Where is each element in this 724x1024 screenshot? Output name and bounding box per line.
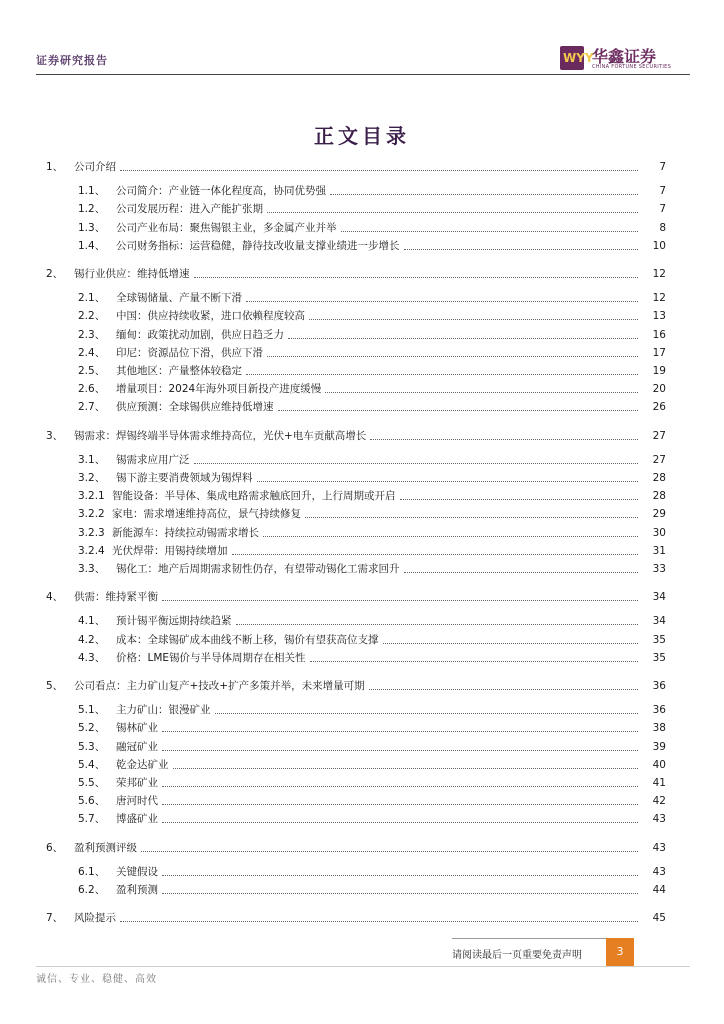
toc-entry[interactable] <box>36 542 666 558</box>
toc-entry[interactable] <box>36 289 666 305</box>
toc-entry-number: 1.3、 <box>78 221 106 234</box>
toc-dot-leader <box>257 481 639 482</box>
toc-entry-number: 4.1、 <box>78 615 106 628</box>
toc-dot-leader <box>162 822 638 823</box>
toc-entry-number: 3.2.3 <box>78 526 105 539</box>
toc-entry-page: 38 <box>652 722 666 735</box>
toc-entry-page: 34 <box>652 615 666 628</box>
logo-english-name: CHINA FORTUNE SECURITIES <box>592 64 672 70</box>
toc-entry[interactable] <box>36 588 666 604</box>
toc-entry[interactable] <box>36 839 666 855</box>
toc-entry-number: 5.7、 <box>78 813 106 826</box>
toc-dot-leader <box>278 410 639 411</box>
toc-entry-page: 12 <box>652 292 666 305</box>
toc-dot-leader <box>267 212 638 213</box>
toc-entry-page: 27 <box>652 429 666 442</box>
toc-entry[interactable] <box>36 612 666 628</box>
toc-entry-page: 39 <box>652 740 666 753</box>
toc-entry-number: 4.3、 <box>78 651 106 664</box>
toc-dot-leader <box>404 572 639 573</box>
toc-dot-leader <box>341 231 639 232</box>
toc-entry-title: 锡林矿业 <box>116 722 158 735</box>
toc-dot-leader <box>309 319 638 320</box>
toc-dot-leader <box>194 277 639 278</box>
toc-entry-page: 43 <box>652 841 666 854</box>
toc-entry-title: 公司简介：产业链一体化程度高，协同优势强 <box>116 185 326 198</box>
toc-entry-number: 5.5、 <box>78 777 106 789</box>
toc-entry[interactable] <box>36 701 666 717</box>
toc-entry-title: 锡下游主要消费领域为锡焊料 <box>116 472 253 484</box>
toc-entry-number: 1、 <box>46 161 64 173</box>
toc-entry-title: 成本：全球锡矿成本曲线不断上移，锡价有望获高位支撑 <box>116 633 379 646</box>
toc-entry-page: 17 <box>652 346 666 359</box>
toc-dot-leader <box>232 554 639 555</box>
toc-entry-number: 3.2.2 <box>78 508 105 521</box>
toc-entry-title: 智能设备：半导体、集成电路需求触底回升，上行周期或开启 <box>112 490 396 503</box>
toc-entry-page: 42 <box>652 795 666 808</box>
toc-entry-title: 锡需求应用广泛 <box>116 453 190 466</box>
toc-entry[interactable] <box>36 677 666 693</box>
toc-dot-leader <box>267 356 638 357</box>
toc-entry-page: 13 <box>652 310 666 323</box>
toc-entry[interactable] <box>36 505 666 521</box>
toc-entry-title: 公司看点：主力矿山复产+技改+扩产多策并举，未来增量可期 <box>74 680 365 692</box>
toc-entry-title: 缅甸：政策扰动加剧，供应日趋乏力 <box>116 328 284 341</box>
toc-entry-page: 16 <box>652 328 666 341</box>
toc-entry-title: 供需：维持紧平衡 <box>74 591 158 604</box>
toc-entry-page: 20 <box>652 383 666 396</box>
report-type-label: 证券研究报告 <box>36 54 108 67</box>
toc-entry-number: 6.1、 <box>78 865 106 878</box>
toc-entry[interactable] <box>36 158 666 174</box>
toc-entry[interactable] <box>36 182 666 198</box>
toc-entry-page: 36 <box>652 680 666 692</box>
toc-entry-page: 44 <box>652 884 666 896</box>
toc-dot-leader <box>246 374 638 375</box>
toc-entry-title: 关键假设 <box>116 865 158 878</box>
toc-dot-leader <box>162 786 638 787</box>
toc-dot-leader <box>162 804 638 805</box>
logo-mark-icon: WYY <box>560 46 584 70</box>
toc-entry-title: 公司介绍 <box>74 161 116 173</box>
toc-entry-number: 1.1、 <box>78 185 106 198</box>
toc-dot-leader <box>215 713 639 714</box>
toc-dot-leader <box>370 439 638 440</box>
toc-entry-number: 2、 <box>46 268 64 280</box>
toc-entry-number: 2.1、 <box>78 292 106 305</box>
toc-dot-leader <box>162 875 638 876</box>
toc-dot-leader <box>173 768 639 769</box>
toc-entry-page: 12 <box>652 268 666 280</box>
toc-entry-title: 公司发展历程：进入产能扩张期 <box>116 203 263 216</box>
toc-entry[interactable] <box>36 738 666 754</box>
toc-entry-title: 锡化工：地产后周期需求韧性仍存，有望带动锡化工需求回升 <box>116 563 400 575</box>
toc-entry-title: 主力矿山：银漫矿业 <box>116 704 211 717</box>
toc-dot-leader <box>162 600 638 601</box>
toc-dot-leader <box>305 517 638 518</box>
toc-entry-page: 10 <box>652 239 666 252</box>
toc-entry-title: 价格：LME锡价与半导体周期存在相关性 <box>116 651 306 664</box>
toc-entry-title: 全球锡储量、产量不断下滑 <box>116 292 242 305</box>
toc-entry-page: 43 <box>652 865 666 878</box>
toc-entry-page: 30 <box>652 526 666 539</box>
toc-entry-number: 4、 <box>46 591 64 604</box>
toc-entry[interactable] <box>36 487 666 503</box>
toc-entry[interactable] <box>36 863 666 879</box>
toc-entry-page: 8 <box>659 221 666 234</box>
toc-dot-leader <box>383 643 639 644</box>
toc-entry-title: 增量项目：2024年海外项目新投产进度缓慢 <box>116 383 322 396</box>
toc-entry-number: 5.4、 <box>78 758 106 771</box>
toc-entry-title: 乾金达矿业 <box>116 758 169 771</box>
toc-entry-page: 33 <box>652 563 666 575</box>
toc-entry-page: 36 <box>652 704 666 717</box>
toc-entry-title: 其他地区：产量整体较稳定 <box>116 365 242 377</box>
toc-entry-number: 6.2、 <box>78 884 106 896</box>
toc-entry-number: 2.6、 <box>78 383 106 396</box>
toc-entry-page: 19 <box>652 365 666 377</box>
toc-entry[interactable] <box>36 792 666 808</box>
toc-dot-leader <box>162 750 638 751</box>
toc-entry-title: 融冠矿业 <box>116 740 158 753</box>
toc-entry[interactable] <box>36 380 666 396</box>
toc-entry[interactable] <box>36 344 666 360</box>
toc-entry-number: 1.2、 <box>78 203 106 216</box>
toc-entry[interactable] <box>36 200 666 216</box>
toc-dot-leader <box>120 170 638 171</box>
toc-dot-leader <box>288 338 638 339</box>
toc-entry[interactable] <box>36 398 666 414</box>
toc-entry-page: 35 <box>652 651 666 664</box>
toc-entry-number: 1.4、 <box>78 239 106 252</box>
toc-entry[interactable] <box>36 427 666 443</box>
logo-chinese-name: 华鑫证券 <box>592 47 657 66</box>
toc-entry-page: 45 <box>652 912 666 925</box>
toc-entry[interactable] <box>36 237 666 253</box>
toc-dot-leader <box>263 536 638 537</box>
toc-entry-title: 公司产业布局：聚焦锡银主业，多金属产业并举 <box>116 221 337 234</box>
toc-entry-title: 荣邦矿业 <box>116 777 158 789</box>
toc-entry-title: 风险提示 <box>74 912 116 925</box>
toc-entry-number: 5.6、 <box>78 795 106 808</box>
toc-dot-leader <box>141 851 638 852</box>
toc-entry-page: 26 <box>652 401 666 414</box>
toc-dot-leader <box>236 624 639 625</box>
toc-entry-title: 家电：需求增速维持高位，景气持续修复 <box>112 508 301 521</box>
toc-entry[interactable] <box>36 307 666 323</box>
toc-dot-leader <box>404 249 639 250</box>
toc-entry[interactable] <box>36 560 666 576</box>
toc-dot-leader <box>194 463 639 464</box>
toc-entry[interactable] <box>36 631 666 647</box>
toc-title: 正文目录 <box>314 124 410 148</box>
toc-entry[interactable] <box>36 810 666 826</box>
toc-dot-leader <box>120 921 638 922</box>
toc-entry-title: 新能源车：持续拉动锡需求增长 <box>112 526 259 539</box>
toc-entry-title: 博盛矿业 <box>116 813 158 826</box>
toc-entry-page: 7 <box>659 185 666 198</box>
toc-dot-leader <box>310 661 638 662</box>
toc-entry-page: 35 <box>652 633 666 646</box>
toc-entry[interactable] <box>36 326 666 342</box>
toc-entry-number: 2.3、 <box>78 328 106 341</box>
toc-entry[interactable] <box>36 881 666 897</box>
toc-entry-number: 3.2.1 <box>78 490 105 503</box>
toc-entry-title: 盈利预测评级 <box>74 841 137 854</box>
toc-entry-number: 3.1、 <box>78 453 106 466</box>
toc-entry-number: 3.2、 <box>78 472 106 484</box>
toc-entry-number: 3.3、 <box>78 563 106 575</box>
toc-entry-page: 27 <box>652 453 666 466</box>
toc-entry-number: 3、 <box>46 429 64 442</box>
toc-entry-page: 28 <box>652 472 666 484</box>
footer-divider <box>36 966 690 967</box>
header-divider <box>36 74 690 75</box>
toc-entry[interactable] <box>36 719 666 735</box>
toc-dot-leader <box>246 301 638 302</box>
toc-entry-page: 31 <box>652 544 666 557</box>
toc-entry-page: 43 <box>652 813 666 826</box>
toc-dot-leader <box>162 731 638 732</box>
toc-entry-page: 7 <box>659 161 666 173</box>
toc-entry-page: 29 <box>652 508 666 521</box>
toc-entry[interactable] <box>36 451 666 467</box>
toc-dot-leader <box>400 499 639 500</box>
toc-entry-number: 6、 <box>46 841 64 854</box>
toc-entry-page: 34 <box>652 591 666 604</box>
toc-entry[interactable] <box>36 756 666 772</box>
toc-dot-leader <box>369 689 638 690</box>
toc-entry[interactable] <box>36 469 666 485</box>
toc-entry-title: 盈利预测 <box>116 884 158 896</box>
toc-entry[interactable] <box>36 362 666 378</box>
footer-disclaimer: 请阅读最后一页重要免责声明 <box>452 950 582 961</box>
toc-entry[interactable] <box>36 909 666 925</box>
toc-entry-title: 唐河时代 <box>116 795 158 808</box>
toc-entry[interactable] <box>36 265 666 281</box>
toc-dot-leader <box>325 392 638 393</box>
toc-entry-page: 40 <box>652 758 666 771</box>
toc-entry-number: 5.3、 <box>78 740 106 753</box>
toc-entry-number: 2.7、 <box>78 401 106 414</box>
toc-entry-number: 5、 <box>46 680 64 692</box>
toc-entry[interactable] <box>36 524 666 540</box>
toc-entry-number: 3.2.4 <box>78 544 105 557</box>
toc-entry-title: 预计锡平衡远期持续趋紧 <box>116 615 232 628</box>
toc-dot-leader <box>162 893 638 894</box>
company-slogan: 诚信、专业、稳健、高效 <box>36 974 157 985</box>
toc-entry-title: 公司财务指标：运营稳健，静待技改收量支撑业绩进一步增长 <box>116 239 400 252</box>
company-logo <box>560 44 670 72</box>
toc-entry-number: 2.4、 <box>78 346 106 359</box>
toc-entry-page: 7 <box>659 203 666 216</box>
toc-entry-page: 41 <box>652 777 666 789</box>
toc-entry-number: 2.2、 <box>78 310 106 323</box>
toc-entry-number: 5.1、 <box>78 704 106 717</box>
toc-entry[interactable] <box>36 774 666 790</box>
toc-dot-leader <box>330 194 638 195</box>
toc-entry[interactable] <box>36 649 666 665</box>
toc-entry-number: 2.5、 <box>78 365 106 377</box>
toc-entry[interactable] <box>36 219 666 235</box>
page-number: 3 <box>606 938 634 966</box>
toc-entry-page: 28 <box>652 490 666 503</box>
toc-entry-title: 印尼：资源品位下滑，供应下滑 <box>116 346 263 359</box>
toc-entry-number: 4.2、 <box>78 633 106 646</box>
toc-entry-title: 供应预测：全球锡供应维持低增速 <box>116 401 274 414</box>
toc-entry-title: 锡需求：焊锡终端半导体需求维持高位，光伏+电车贡献高增长 <box>74 429 367 442</box>
toc-entry-title: 光伏焊带：用锡持续增加 <box>112 544 228 557</box>
toc-entry-title: 中国：供应持续收紧，进口依赖程度较高 <box>116 310 305 323</box>
toc-entry-number: 5.2、 <box>78 722 106 735</box>
toc-entry-title: 锡行业供应：维持低增速 <box>74 268 190 280</box>
toc-entry-number: 7、 <box>46 912 64 925</box>
